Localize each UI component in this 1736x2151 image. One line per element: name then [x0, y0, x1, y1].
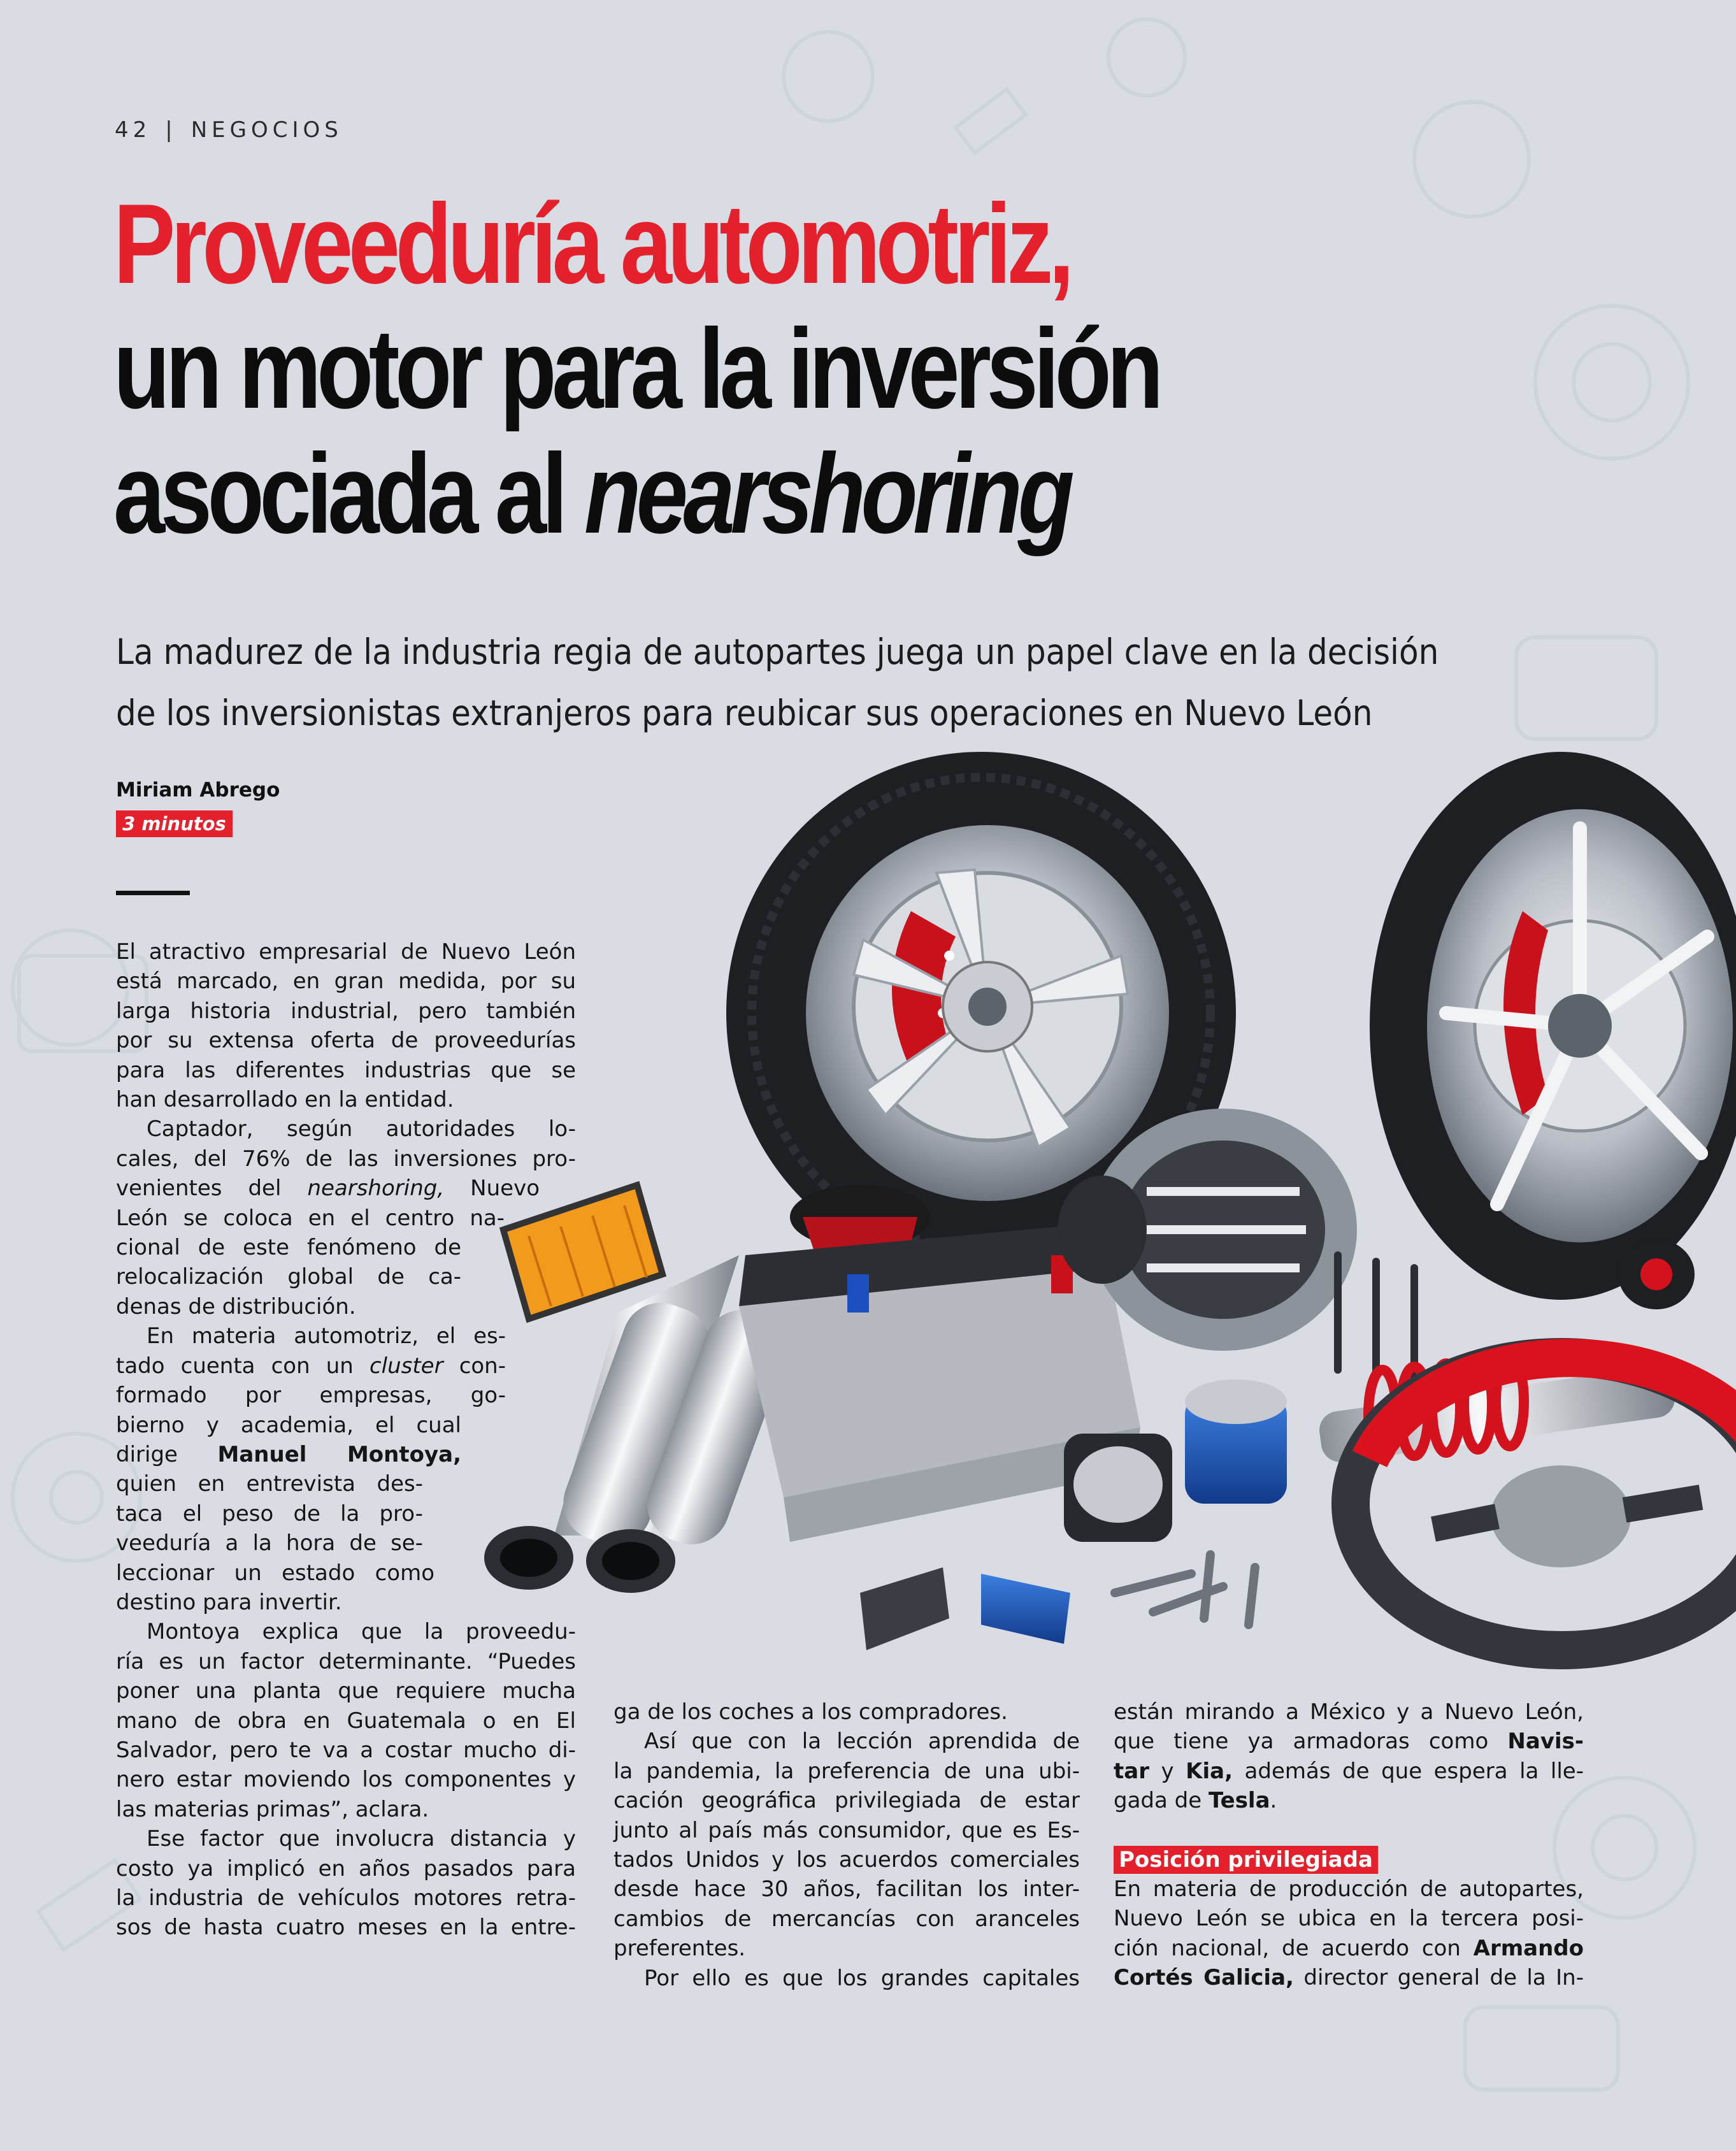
- text-run: y: [1149, 1758, 1186, 1784]
- bold-name: Manuel Montoya,: [217, 1441, 461, 1467]
- body-line: leccionar un estado como: [116, 1560, 434, 1586]
- article-column-1: [116, 937, 576, 1943]
- body-line: formado por empresas, go-: [116, 1383, 506, 1409]
- body-line: taca el peso de la pro-: [116, 1500, 423, 1527]
- body-line: preferentes.: [613, 1936, 746, 1962]
- body-line: sos de hasta cuatro meses en la entre-: [116, 1915, 576, 1941]
- subtitle-line-2: de los inversionistas extranjeros para reubicar sus operaciones en Nuevo León: [116, 693, 1373, 733]
- body-line: León se coloca en el centro na-: [116, 1205, 505, 1231]
- title-line-3-plain: asociada al: [113, 430, 585, 557]
- body-line: cional de este fenómeno de: [116, 1235, 461, 1261]
- text-run: además de que espera la lle-: [1233, 1758, 1584, 1784]
- tire-icon: [1370, 752, 1736, 1300]
- auto-parts-photo: [440, 745, 1736, 1669]
- read-time-badge: 3 minutos: [116, 810, 233, 837]
- bold-name: Armando: [1473, 1935, 1584, 1961]
- body-line: mano de obra en Guatemala o en El: [116, 1708, 576, 1734]
- text-run: ción nacional, de acuerdo con: [1114, 1935, 1474, 1961]
- body-line: [1114, 1934, 1584, 1963]
- divider-rule: [116, 891, 190, 895]
- text-run: tado cuenta con un: [116, 1353, 369, 1379]
- italic-cluster: cluster: [369, 1353, 443, 1379]
- body-line: están mirando a México y a Nuevo León,: [1114, 1699, 1584, 1725]
- article-subtitle: [116, 621, 1449, 744]
- body-line: quien en entrevista des-: [116, 1471, 423, 1497]
- body-line: nero estar moviendo los componentes y: [116, 1767, 576, 1793]
- title-line-3: [113, 431, 1159, 556]
- body-line: ga de los coches a los compradores.: [613, 1699, 1008, 1725]
- body-line: [1114, 1963, 1584, 1992]
- body-line: está marcado, en gran medida, por su: [116, 968, 576, 995]
- body-line: ría es un factor determinante. “Puedes: [116, 1648, 576, 1674]
- body-line: larga historia industrial, pero también: [116, 998, 576, 1024]
- author-name: Miriam Abrego: [116, 779, 280, 802]
- body-line: para las diferentes industrias que se: [116, 1057, 576, 1083]
- body-line: cales, del 76% de las inversiones pro-: [116, 1146, 576, 1172]
- title-nearshoring: nearshoring: [584, 430, 1070, 557]
- body-line: tados Unidos y los acuerdos comerciales: [613, 1847, 1080, 1873]
- text-run: con-: [443, 1353, 506, 1379]
- spark-plug-icon: [1115, 1555, 1255, 1625]
- body-line: [116, 1174, 540, 1203]
- bold-name: Cortés Galicia,: [1114, 1965, 1294, 1991]
- body-line: poner una planta que requiere mucha: [116, 1678, 576, 1704]
- body-line: desde hace 30 años, facilitan los inter-: [613, 1876, 1080, 1903]
- body-line: las materias primas”, aclara.: [116, 1796, 429, 1822]
- body-line: [1114, 1786, 1584, 1815]
- article-column-3: [1114, 1697, 1584, 1993]
- brake-pads-icon: [860, 1567, 1070, 1650]
- body-line: Captador, según autoridades lo-: [147, 1116, 576, 1142]
- text-run: dirige: [116, 1441, 218, 1467]
- text-run: que tiene ya armadoras como: [1114, 1729, 1508, 1755]
- body-line: han desarrollado en la entidad.: [116, 1087, 454, 1113]
- text-run: .: [1270, 1788, 1277, 1814]
- page-header: [115, 117, 343, 143]
- body-line: Por ello es que los grandes capitales: [644, 1965, 1080, 1991]
- page-number: 42: [115, 117, 152, 143]
- body-line: junto al país más consumidor, que es Es-: [613, 1817, 1080, 1843]
- body-line: [1114, 1757, 1584, 1786]
- alloy-wheel-icon: [806, 825, 1169, 1201]
- spacer: [1114, 1816, 1584, 1845]
- section-heading-row: [1114, 1845, 1584, 1874]
- bold-kia: Kia,: [1186, 1758, 1233, 1784]
- subtitle-line-1: La madurez de la industria regia de autopartes juega un papel clave en la decisión: [116, 631, 1439, 672]
- article-column-2: [613, 1697, 1080, 1993]
- text-run: venientes del: [116, 1176, 308, 1202]
- bold-tesla: Tesla: [1208, 1788, 1270, 1814]
- title-line-1: Proveeduría automotriz,: [113, 180, 1070, 307]
- body-line: En materia de producción de autopartes,: [1114, 1876, 1584, 1903]
- body-line: Ese factor que involucra distancia y: [147, 1826, 576, 1852]
- header-separator: |: [165, 117, 177, 143]
- body-line: [116, 1440, 461, 1469]
- italic-nearshoring: nearshoring,: [307, 1176, 445, 1202]
- body-line: cación geográfica privilegiada de estar: [613, 1788, 1080, 1814]
- text-run: Nuevo: [444, 1176, 540, 1202]
- body-line: bierno y academia, el cual: [116, 1412, 461, 1438]
- body-line: por su extensa oferta de proveedurías: [116, 1028, 576, 1054]
- body-line: cambios de mercancías con aranceles: [613, 1906, 1080, 1932]
- body-line: Nuevo León se ubica en la tercera posi-: [1114, 1906, 1584, 1932]
- section-heading: Posición privilegiada: [1114, 1846, 1378, 1874]
- body-line: Así que con la lección aprendida de: [644, 1729, 1080, 1755]
- body-line: En materia automotriz, el es-: [147, 1323, 506, 1349]
- body-line: destino para invertir.: [116, 1589, 342, 1615]
- body-line: la industria de vehículos motores retra-: [116, 1885, 576, 1911]
- body-line: Montoya explica que la proveedu-: [147, 1619, 576, 1645]
- body-line: El atractivo empresarial de Nuevo León: [116, 939, 576, 965]
- bold-navistar: Navis-: [1507, 1729, 1584, 1755]
- body-line: Salvador, pero te va a costar mucho di-: [116, 1737, 576, 1763]
- article-title: [113, 182, 1159, 556]
- text-run: gada de: [1114, 1788, 1209, 1814]
- title-line-2: un motor para la inversión: [113, 305, 1159, 432]
- body-line: relocalización global de ca-: [116, 1264, 461, 1290]
- body-line: denas de distribución.: [116, 1293, 356, 1320]
- bold-navistar-end: tar: [1114, 1758, 1149, 1784]
- body-line: veeduría a la hora de se-: [116, 1530, 423, 1557]
- body-line: [116, 1351, 506, 1381]
- text-run: director general de la In-: [1293, 1965, 1584, 1991]
- section-name: NEGOCIOS: [190, 117, 343, 143]
- body-line: la pandemia, la preferencia de una ubi-: [613, 1758, 1080, 1784]
- body-line: [1114, 1727, 1584, 1756]
- engine-valve-icon: [1338, 1255, 1414, 1383]
- body-line: costo ya implicó en años pasados para: [116, 1855, 576, 1881]
